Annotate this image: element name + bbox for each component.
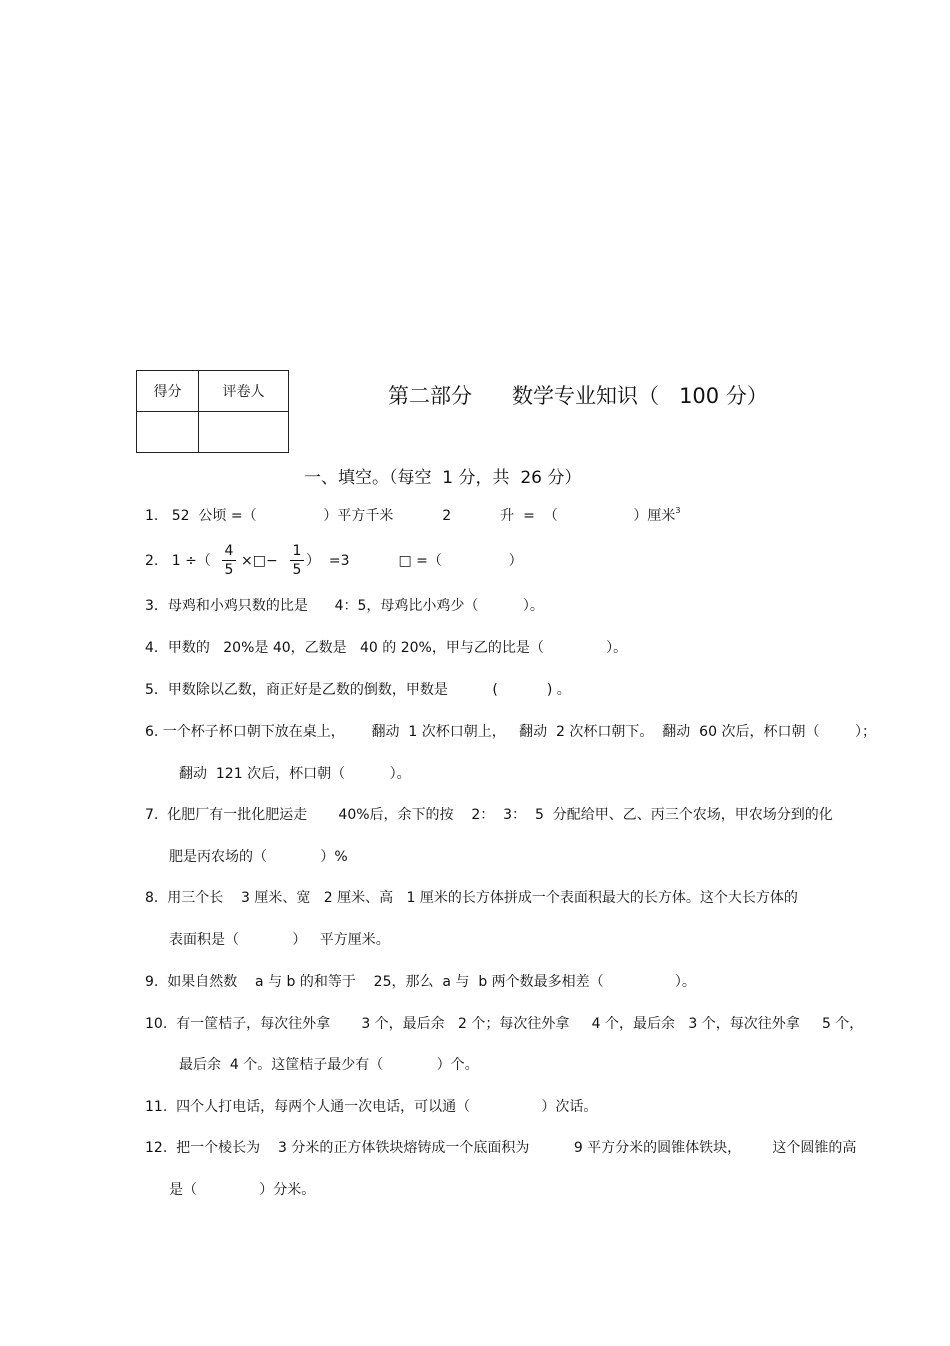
question-10-line-1: 10. 有一筐桔子，每次往外拿 3 个，最后余 2 个；每次往外拿 4 个，最后余 3 个，每次往外拿 5 个， — [145, 1016, 864, 1032]
score-header: 得分 — [137, 371, 199, 412]
question-11: 11. 四个人打电话，每两个人通一次电话，可以通（ ）次话。 — [145, 1099, 598, 1115]
q2-part-c: ） =3 □ =（ ） — [306, 553, 523, 569]
part-title: 第二部分 数学专业知识（ 100 分） — [388, 384, 768, 408]
question-9: 9. 如果自然数 a 与 b 的和等于 25，那么 a 与 b 两个数最多相差（ ）。 — [145, 974, 696, 990]
question-7-line-1: 7. 化肥厂有一批化肥运走 40%后，余下的按 2： 3： 5 分配给甲、乙、丙三个农场，甲农场分到的化 — [145, 807, 833, 823]
question-8-line-2: 表面积是（ ） 平方厘米。 — [169, 932, 390, 948]
question-6-line-1: 6. 一个杯子杯口朝下放在桌上， 翻动 1 次杯口朝上， 翻动 2 次杯口朝下。 翻动 60 次后，杯口朝（ ）； — [145, 724, 877, 740]
question-8-line-1: 8. 用三个长 3 厘米、宽 2 厘米、高 1 厘米的长方体拼成一个表面积最大的长方体。这个大长方体的 — [145, 890, 798, 906]
grader-header: 评卷人 — [199, 371, 289, 412]
question-1: 1. 52 公顷 =（ ）平方千米 2 升 = （ ）厘米$^3$ — [145, 506, 681, 524]
question-10-line-2: 最后余 4 个。这筐桔子最少有（ ）个。 — [179, 1057, 479, 1073]
fraction-numerator: 4 — [222, 542, 236, 561]
question-5: 5．甲数除以乙数，商正好是乙数的倒数，甲数是 ( ) 。 — [145, 682, 571, 698]
question-6-line-2: 翻动 121 次后，杯口朝（ ）。 — [179, 766, 411, 782]
question-4: 4．甲数的 20%是 40，乙数是 40 的 20%，甲与乙的比是（ ）。 — [145, 640, 628, 656]
q2-part-a: 2. 1 ÷（ — [145, 553, 211, 569]
fraction-1-5 — [290, 542, 304, 579]
question-12-line-1: 12. 把一个棱长为 3 分米的正方体铁块熔铸成一个底面积为 9 平方分米的圆锥体铁块， 这个圆锥的高 — [145, 1140, 857, 1156]
q2-part-b: ×□− — [241, 553, 278, 569]
section-title: 一、填空。（每空 1 分，共 26 分） — [304, 468, 582, 488]
superscript-3: 3 — [675, 506, 681, 515]
fraction-4-5 — [222, 542, 236, 579]
score-cell — [137, 412, 199, 453]
fraction-denominator: 5 — [224, 562, 234, 578]
question-12-line-2: 是（ ）分米。 — [169, 1182, 316, 1198]
question-3: 3．母鸡和小鸡只数的比是 4：5，母鸡比小鸡少（ ）。 — [145, 598, 544, 614]
question-7-line-2: 肥是丙农场的（ ）% — [169, 849, 348, 865]
fraction-denominator: 5 — [292, 562, 302, 578]
grader-cell — [199, 412, 289, 453]
score-table — [136, 370, 289, 453]
fraction-numerator: 1 — [290, 542, 304, 561]
